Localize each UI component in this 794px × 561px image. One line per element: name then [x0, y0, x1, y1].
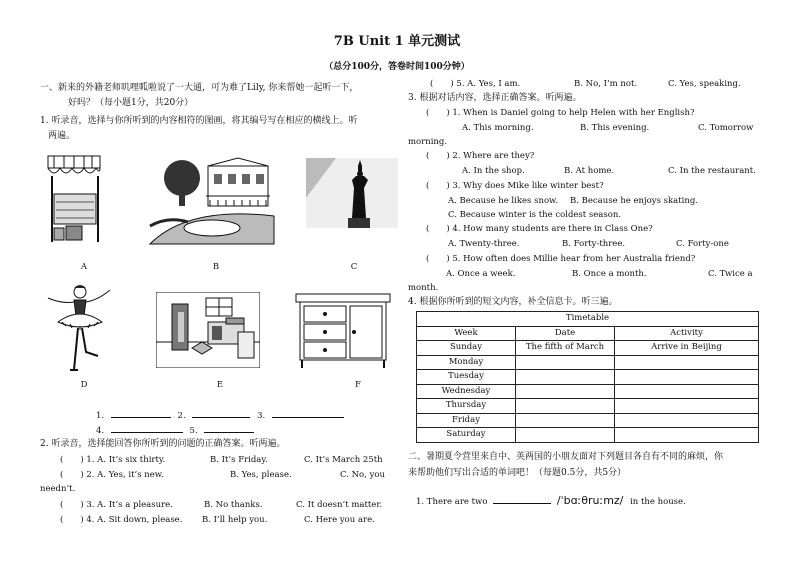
label-d: D — [80, 380, 88, 390]
q3-item-4-c: C. Forty-one — [676, 239, 729, 249]
q3-item-1-a: A. This morning. — [462, 123, 534, 133]
q2-item-5: ( ) 5. A. Yes, I am. — [430, 79, 521, 89]
table-cell-input[interactable] — [615, 399, 759, 414]
q2-item-3-c: C. It doesn’t matter. — [296, 500, 383, 510]
label-b: B — [212, 262, 220, 272]
picture-f-cabinet — [294, 292, 392, 370]
q2-item-2-c: C. No, you — [340, 470, 385, 480]
table-cell-input[interactable] — [516, 384, 615, 399]
q3-item-3: ( ) 3. Why does Mike like winter best? — [426, 181, 604, 191]
q3-item-5-b: B. Once a month. — [572, 269, 647, 279]
table-row: Thursday — [417, 399, 759, 414]
phonetic-text: /ˈbɑːθruːmz/ — [556, 494, 624, 507]
q3-item-5-c: C. Twice a — [708, 269, 753, 279]
q3-item-3-b: B. Because he enjoys skating. — [570, 196, 698, 206]
label-c: C — [350, 262, 358, 272]
answer-blank-3[interactable] — [272, 408, 344, 418]
q1-instruction: 1. 听录音，选择与你所听到的内容相符的图画，将其编号写在相应的横线上。听 — [40, 116, 358, 126]
q3-item-4-b: B. Forty-three. — [562, 239, 626, 249]
table-cell-input[interactable] — [516, 355, 615, 370]
q2-item-1: ( ) 1. A. It’s six thirty. — [60, 455, 166, 465]
q3-item-3-a: A. Because he likes snow. — [448, 196, 559, 206]
q2-item-4: ( ) 4. A. Sit down, please. — [60, 515, 183, 525]
section2-heading-cont: 来帮助他们写出合适的单词吧！（每题0.5分，共5分） — [408, 468, 627, 478]
q3-item-2-a: A. In the shop. — [462, 166, 525, 176]
q2-item-4-b: B. I’ll help you. — [202, 515, 268, 525]
sec2-q1: 1. There are two /ˈbɑːθruːmz/ in the house. — [416, 494, 686, 507]
q1-instruction-cont: 两遍。 — [48, 131, 76, 141]
timetable-header-week: Week — [417, 326, 516, 341]
section1-heading: 一、新来的外籍老师叽哩呱啦说了一大通，可为难了Lily, 你来帮她一起听一下， — [40, 83, 359, 93]
q3-item-1: ( ) 1. When is Daniel going to help Helen with her English? — [426, 108, 695, 118]
q3-item-4: ( ) 4. How many students are there in Class One? — [426, 224, 653, 234]
table-row: Sunday The fifth of March Arrive in Beijing — [417, 341, 759, 356]
q3-item-5-cont: month. — [408, 283, 439, 293]
q3-item-5-a: A. Once a week. — [446, 269, 516, 279]
q3-item-1-cont: morning. — [408, 137, 448, 147]
table-row: Saturday — [417, 428, 759, 443]
answer-row-2: 4. 5. — [96, 423, 258, 437]
label-f: F — [355, 380, 361, 390]
answer-blank-4[interactable] — [111, 423, 183, 433]
q3-item-3-c: C. Because winter is the coldest season. — [448, 210, 622, 220]
q3-item-5: ( ) 5. How often does Millie hear from her Australia friend? — [426, 254, 696, 264]
q3-item-4-a: A. Twenty-three. — [448, 239, 520, 249]
q3-item-1-b: B. This evening. — [580, 123, 650, 133]
timetable-caption: Timetable — [417, 312, 759, 327]
table-cell-input[interactable] — [615, 428, 759, 443]
q2-item-5-b: B. No, I’m not. — [574, 79, 638, 89]
table-row: Monday — [417, 355, 759, 370]
table-row: Tuesday — [417, 370, 759, 385]
q3-item-2-b: B. At home. — [564, 166, 615, 176]
q2-item-5-c: C. Yes, speaking. — [668, 79, 741, 89]
q2-item-3-b: B. No thanks. — [204, 500, 263, 510]
q2-item-1-b: B. It’s Friday. — [210, 455, 268, 465]
table-cell-input[interactable] — [516, 428, 615, 443]
table-cell-input[interactable] — [516, 370, 615, 385]
table-cell-input[interactable] — [615, 413, 759, 428]
picture-c-statue — [306, 158, 398, 242]
picture-a-stall — [44, 154, 106, 246]
section2-heading: 二、暑期夏令营里来自中、英两国的小朋友面对下列题目各自有不同的麻烦，你 — [408, 452, 724, 462]
q3-item-1-c: C. Tomorrow — [698, 123, 754, 133]
table-cell-input[interactable] — [516, 413, 615, 428]
q2-item-3: ( ) 3. A. It’s a pleasure. — [60, 500, 173, 510]
q3-instruction: 3. 根据对话内容，选择正确答案。听两遍。 — [408, 93, 582, 103]
answer-blank-1[interactable] — [111, 408, 171, 418]
picture-e-room — [156, 292, 260, 368]
picture-b-park — [148, 156, 276, 246]
table-row: Friday — [417, 413, 759, 428]
q3-item-2: ( ) 2. Where are they? — [426, 151, 535, 161]
table-cell-input[interactable] — [516, 399, 615, 414]
page-title: 7B Unit 1 单元测试 — [333, 34, 461, 49]
answer-row-1: 1. 2. 3. — [96, 408, 348, 422]
picture-d-dancer — [44, 282, 114, 372]
table-cell-input[interactable] — [615, 355, 759, 370]
timetable — [416, 311, 759, 443]
q2-item-2: ( ) 2. A. Yes, it’s new. — [60, 470, 164, 480]
q2-instruction: 2. 听录音，选择能回答你所听到的问题的正确答案。听两遍。 — [40, 439, 286, 449]
q4-instruction: 4. 根据你所听到的短文内容，补全信息卡。听三遍。 — [408, 297, 618, 307]
label-e: E — [216, 380, 224, 390]
section1-heading-cont: 好吗？（每小题1分，共20分） — [68, 98, 194, 108]
q2-item-2-b: B. Yes, please. — [230, 470, 292, 480]
q2-item-4-c: C. Here you are. — [304, 515, 375, 525]
sec2-q1-blank[interactable] — [493, 494, 551, 504]
answer-blank-2[interactable] — [192, 408, 250, 418]
q2-item-1-c: C. It’s March 25th — [304, 455, 383, 465]
table-row: Wednesday — [417, 384, 759, 399]
table-cell-input[interactable] — [615, 370, 759, 385]
table-cell-input[interactable] — [615, 384, 759, 399]
timetable-header-activity: Activity — [615, 326, 759, 341]
timetable-header-date: Date — [516, 326, 615, 341]
q3-item-2-c: C. In the restaurant. — [668, 166, 756, 176]
answer-blank-5[interactable] — [204, 423, 254, 433]
label-a: A — [80, 262, 88, 272]
page-subtitle: （总分100分，答卷时间100分钟） — [324, 62, 470, 72]
q2-item-2-cont: needn’t. — [40, 484, 76, 494]
